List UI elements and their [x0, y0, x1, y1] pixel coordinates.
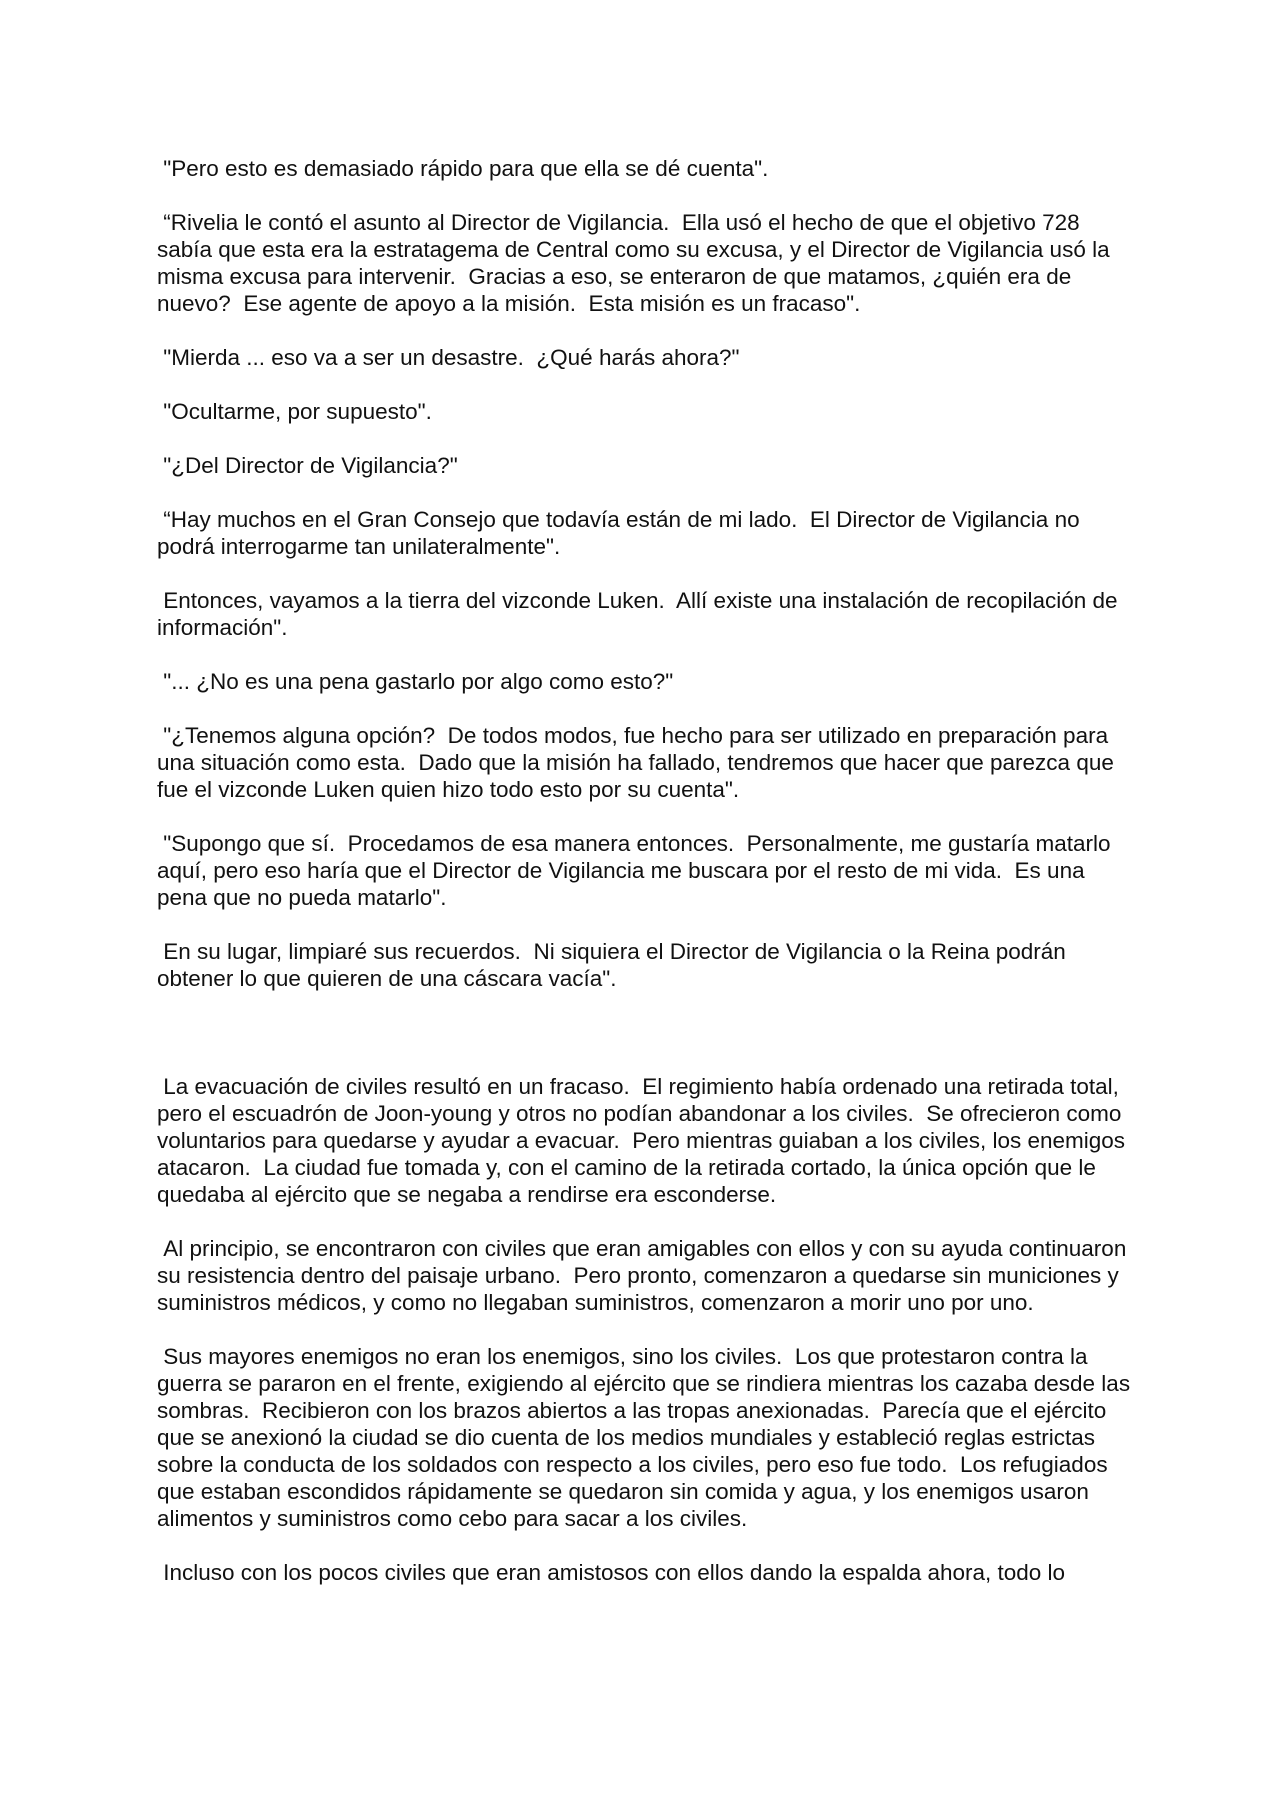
- section-break: [157, 1019, 1137, 1073]
- paragraph: "Mierda ... eso va a ser un desastre. ¿Qué harás ahora?": [157, 345, 740, 370]
- paragraph: Incluso con los pocos civiles que eran amistosos con ellos dando la espalda ahora, todo lo: [157, 1560, 1066, 1585]
- paragraph: "¿Tenemos alguna opción? De todos modos, fue hecho para ser utilizado en preparación para una situación como esta. Dado que la misión ha fallado, tendremos que hacer que parezca que fue el vizconde Luken quien hizo todo esto por su cuenta".: [157, 723, 1121, 802]
- paragraph: En su lugar, limpiaré sus recuerdos. Ni siquiera el Director de Vigilancia o la Reina podrán obtener lo que quieren de una cáscara vacía".: [157, 939, 1073, 991]
- paragraph: Al principio, se encontraron con civiles que eran amigables con ellos y con su ayuda continuaron su resistencia dentro del paisaje urbano. Pero pronto, comenzaron a quedarse sin municiones y suministros médicos, y como no llegaban suministros, comenzaron a morir uno por uno.: [157, 1236, 1133, 1315]
- paragraph: "... ¿No es una pena gastarlo por algo como esto?": [157, 669, 674, 694]
- paragraph: "Supongo que sí. Procedamos de esa manera entonces. Personalmente, me gustaría matarlo aquí, pero eso haría que el Director de Vigilancia me buscara por el resto de mi vida. Es una pena que no pueda matarlo".: [157, 831, 1117, 910]
- paragraph: La evacuación de civiles resultó en un fracaso. El regimiento había ordenado una retirada total, pero el escuadrón de Joon-young y otros no podían abandonar a los civiles. Se ofrecieron como voluntarios para quedarse y ayudar a evacuar. Pero mientras guiaban a los civiles, los enemigos atacaron. La ciudad fue tomada y, con el camino de la retirada cortado, la única opción que le quedaba al ejército que se negaba a rendirse era esconderse.: [157, 1074, 1132, 1207]
- paragraph: "Pero esto es demasiado rápido para que ella se dé cuenta".: [157, 156, 769, 181]
- paragraph: “Hay muchos en el Gran Consejo que todavía están de mi lado. El Director de Vigilancia no podrá interrogarme tan unilateralmente".: [157, 507, 1086, 559]
- paragraph: “Rivelia le contó el asunto al Director de Vigilancia. Ella usó el hecho de que el objetivo 728 sabía que esta era la estratagema de Central como su excusa, y el Director de Vigilancia usó la misma excusa para intervenir. Gracias a eso, se enteraron de que matamos, ¿quién era de nuevo? Ese agente de apoyo a la misión. Esta misión es un fracaso".: [157, 210, 1116, 316]
- paragraph: "Ocultarme, por supuesto".: [157, 399, 432, 424]
- document-page: [157, 155, 1137, 1613]
- paragraph: Sus mayores enemigos no eran los enemigos, sino los civiles. Los que protestaron contra la guerra se pararon en el frente, exigiendo al ejército que se rindiera mientras los cazaba desde las sombras. Recibieron con los brazos abiertos a las tropas anexionadas. Parecía que el ejército que se anexionó la ciudad se dio cuenta de los medios mundiales y estableció reglas estrictas sobre la conducta de los soldados con respecto a los civiles, pero eso fue todo. Los refugiados que estaban escondidos rápidamente se quedaron sin comida y agua, y los enemigos usaron alimentos y suministros como cebo para sacar a los civiles.: [157, 1344, 1137, 1531]
- paragraph: Entonces, vayamos a la tierra del vizconde Luken. Allí existe una instalación de recopilación de información".: [157, 588, 1124, 640]
- paragraph: "¿Del Director de Vigilancia?": [157, 453, 458, 478]
